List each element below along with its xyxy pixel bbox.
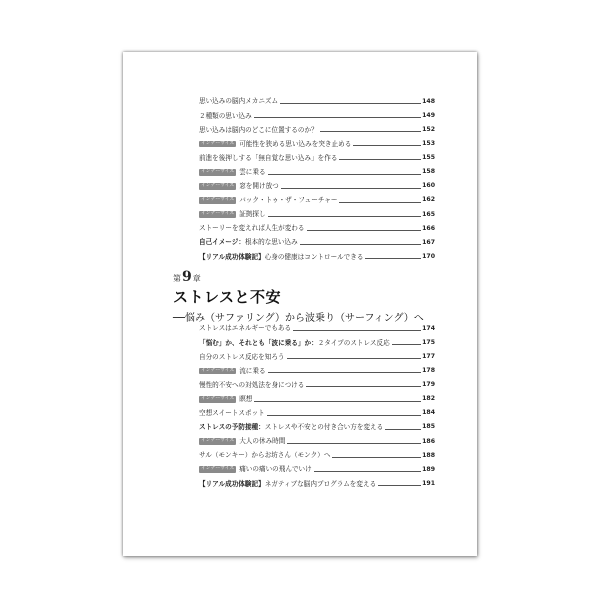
innersize-tag: インナーサイズ xyxy=(201,466,235,472)
leader-line xyxy=(268,174,422,175)
toc-entry-text xyxy=(199,225,305,232)
leader-line xyxy=(378,485,421,486)
leader-line xyxy=(268,216,422,217)
toc-entry-text xyxy=(199,382,304,389)
toc-entry-title: 可能性を狭める思い込みを突き止める xyxy=(239,139,352,148)
toc-entry-bold-label: 自己イメージ： xyxy=(199,238,245,247)
toc-entry-text xyxy=(199,113,252,120)
toc-entry-title: 思い込みは脳内のどこに位置するのか？ xyxy=(199,125,318,134)
chapter-subtitle: ──悩み（サファリング）から波乗り（サーフィング）へ xyxy=(173,313,424,324)
toc-entry-text xyxy=(199,127,318,134)
toc-page-number: 174 xyxy=(422,324,435,332)
toc-entry-text xyxy=(199,98,278,105)
toc-page-number: 158 xyxy=(422,168,435,176)
toc-entry-title: ２種類の思い込み xyxy=(199,111,252,120)
toc-entry-text xyxy=(199,254,363,261)
toc-entry xyxy=(199,461,435,473)
toc-entry-bold-label: 「悩む」か、それとも「波に乗る」か： xyxy=(199,338,318,347)
toc-entry-text xyxy=(199,424,383,431)
book-page xyxy=(123,52,477,556)
leader-line xyxy=(339,202,421,203)
chapter-title: ストレスと不安 xyxy=(173,288,282,306)
toc-entry xyxy=(199,220,435,232)
toc-entry-title: 大人の休み時間 xyxy=(239,437,286,446)
chapter-label-pre: 第 xyxy=(173,274,181,283)
toc-entry-text xyxy=(199,410,265,417)
toc-entry xyxy=(199,362,435,374)
toc-entry xyxy=(199,348,435,360)
toc-entry-title: 心身の健康はコントロールできる xyxy=(264,252,364,261)
toc-entry xyxy=(199,135,435,147)
toc-page-number: 188 xyxy=(422,451,435,459)
toc-entry xyxy=(199,107,435,119)
leader-line xyxy=(385,429,421,430)
toc-page-number: 165 xyxy=(422,210,435,218)
toc-entry xyxy=(199,192,435,204)
toc-page-number: 153 xyxy=(422,140,435,148)
leader-line xyxy=(300,244,421,245)
toc-entry-title: ストレスはエネルギーでもある xyxy=(199,324,292,333)
toc-page-number: 152 xyxy=(422,125,435,133)
toc-entry-text xyxy=(199,155,337,162)
leader-line xyxy=(307,230,422,231)
toc-entry-text xyxy=(199,169,266,176)
toc-page-number: 186 xyxy=(422,437,435,445)
toc-page-number: 160 xyxy=(422,182,435,190)
toc-page-number: 162 xyxy=(422,196,435,204)
toc-page-number: 155 xyxy=(422,154,435,162)
toc-entry-title: ネガティブな脳内プログラムを変える xyxy=(264,479,377,488)
toc-entry-text xyxy=(199,466,312,473)
toc-entry-title: バック・トゥ・ザ・フューチャー xyxy=(239,195,338,204)
toc-entry-text xyxy=(199,197,337,204)
toc-entry-text xyxy=(199,211,266,218)
toc-entry-title: 窓を開け放つ xyxy=(239,181,279,190)
toc-entry-bold-label: 【リアル成功体験記】 xyxy=(199,252,265,261)
toc-entry xyxy=(199,178,435,190)
toc-entry-text xyxy=(199,340,390,347)
leader-line xyxy=(332,457,421,458)
toc-entry-title: ２タイプのストレス反応 xyxy=(317,338,390,347)
toc-entry xyxy=(199,93,435,105)
toc-entry-text xyxy=(199,325,291,332)
toc-entry xyxy=(199,405,435,417)
leader-line xyxy=(254,117,421,118)
toc-entry-title: 前進を後押しする「無自覚な思い込み」を作る xyxy=(199,153,338,162)
toc-page-number: 166 xyxy=(422,224,435,232)
toc-entry xyxy=(199,206,435,218)
toc-page-number: 149 xyxy=(422,111,435,119)
leader-line xyxy=(287,443,421,444)
toc-entry-title: 根本的な思い込み xyxy=(244,238,298,247)
toc-page-number: 179 xyxy=(422,381,435,389)
leader-line xyxy=(339,159,421,160)
toc-entry-title: サル（モンキー）からお坊さん（モンク）へ xyxy=(199,451,331,460)
toc-page-number: 185 xyxy=(422,423,435,431)
innersize-tag: インナーサイズ xyxy=(201,182,235,188)
toc-entry-title: 自分のストレス反応を知ろう xyxy=(199,352,285,361)
toc-page-number: 182 xyxy=(422,395,435,403)
chapter-number-value: 9 xyxy=(182,269,192,285)
toc-page-number: 167 xyxy=(422,238,435,246)
leader-line xyxy=(287,358,422,359)
toc-entry-title: 痛いの痛いの飛んでいけ xyxy=(239,465,312,474)
leader-line xyxy=(293,330,421,331)
toc-page-number: 191 xyxy=(422,479,435,487)
leader-line xyxy=(267,415,421,416)
toc-entry-title: 雲に乗る xyxy=(239,167,266,176)
innersize-tag: インナーサイズ xyxy=(201,367,235,373)
leader-line xyxy=(268,372,422,373)
toc-page-number: 189 xyxy=(422,465,435,473)
toc-entry-title: ストーリーを変えれば人生が変わる xyxy=(199,224,305,233)
chapter-number xyxy=(173,270,424,284)
toc-entry-bold-label: ストレスの予防接種： xyxy=(199,423,265,432)
innersize-tag: インナーサイズ xyxy=(201,168,235,174)
toc-entry xyxy=(199,121,435,133)
toc-entry-text xyxy=(199,452,330,459)
toc-entry-bold-label: 【リアル成功体験記】 xyxy=(199,479,265,488)
toc-entry-text xyxy=(199,368,266,375)
toc-entry xyxy=(199,391,435,403)
leader-line xyxy=(281,188,421,189)
toc-entry xyxy=(199,149,435,161)
toc-entry-text xyxy=(199,239,298,246)
leader-line xyxy=(392,344,421,345)
toc-page-number: 177 xyxy=(422,352,435,360)
toc-entry xyxy=(199,433,435,445)
innersize-tag: インナーサイズ xyxy=(201,438,235,443)
toc-entry xyxy=(199,234,435,246)
toc-entry-title: 流に乗る xyxy=(239,366,266,375)
toc-entry xyxy=(199,164,435,176)
toc-entry-title: 空想スイートスポット xyxy=(199,409,265,417)
innersize-tag: インナーサイズ xyxy=(201,395,235,401)
leader-line xyxy=(254,401,421,402)
leader-line xyxy=(365,258,421,259)
toc-page-number: 184 xyxy=(422,409,435,417)
leader-line xyxy=(280,103,421,104)
toc-entry-title: ストレスや不安との付き合い方を変える xyxy=(264,423,384,432)
toc-page-number: 170 xyxy=(422,252,435,260)
toc-entry-title: 瞑想 xyxy=(239,394,253,403)
leader-line xyxy=(306,386,421,387)
toc-entry xyxy=(199,248,435,260)
toc-entry-title: 思い込みの脳内メカニズム xyxy=(199,97,279,106)
chapter-heading xyxy=(173,270,424,324)
toc-entry xyxy=(199,376,435,388)
toc-entry-text xyxy=(199,354,285,361)
toc-entry-text xyxy=(199,141,351,148)
innersize-tag: インナーサイズ xyxy=(201,196,235,202)
innersize-tag: インナーサイズ xyxy=(201,140,235,146)
toc-entry xyxy=(199,447,435,459)
toc-page-number: 178 xyxy=(422,367,435,375)
toc-entry xyxy=(199,419,435,431)
leader-line xyxy=(320,131,421,132)
toc-entry-text xyxy=(199,183,279,190)
leader-line xyxy=(353,145,421,146)
toc-page-number: 148 xyxy=(422,97,435,105)
toc-entry xyxy=(199,334,435,346)
leader-line xyxy=(314,471,421,472)
toc-page-number: 175 xyxy=(422,338,435,346)
toc-entry-text xyxy=(199,481,376,488)
chapter-label-post: 章 xyxy=(192,274,201,283)
toc-entry-title: 証拠探し xyxy=(239,210,266,219)
toc-entry xyxy=(199,475,435,487)
toc-entry-text xyxy=(199,396,252,403)
toc-entry-text xyxy=(199,438,285,445)
innersize-tag: インナーサイズ xyxy=(201,211,235,216)
toc-entry-title: 慢性的不安への対処法を身につける xyxy=(199,380,305,389)
